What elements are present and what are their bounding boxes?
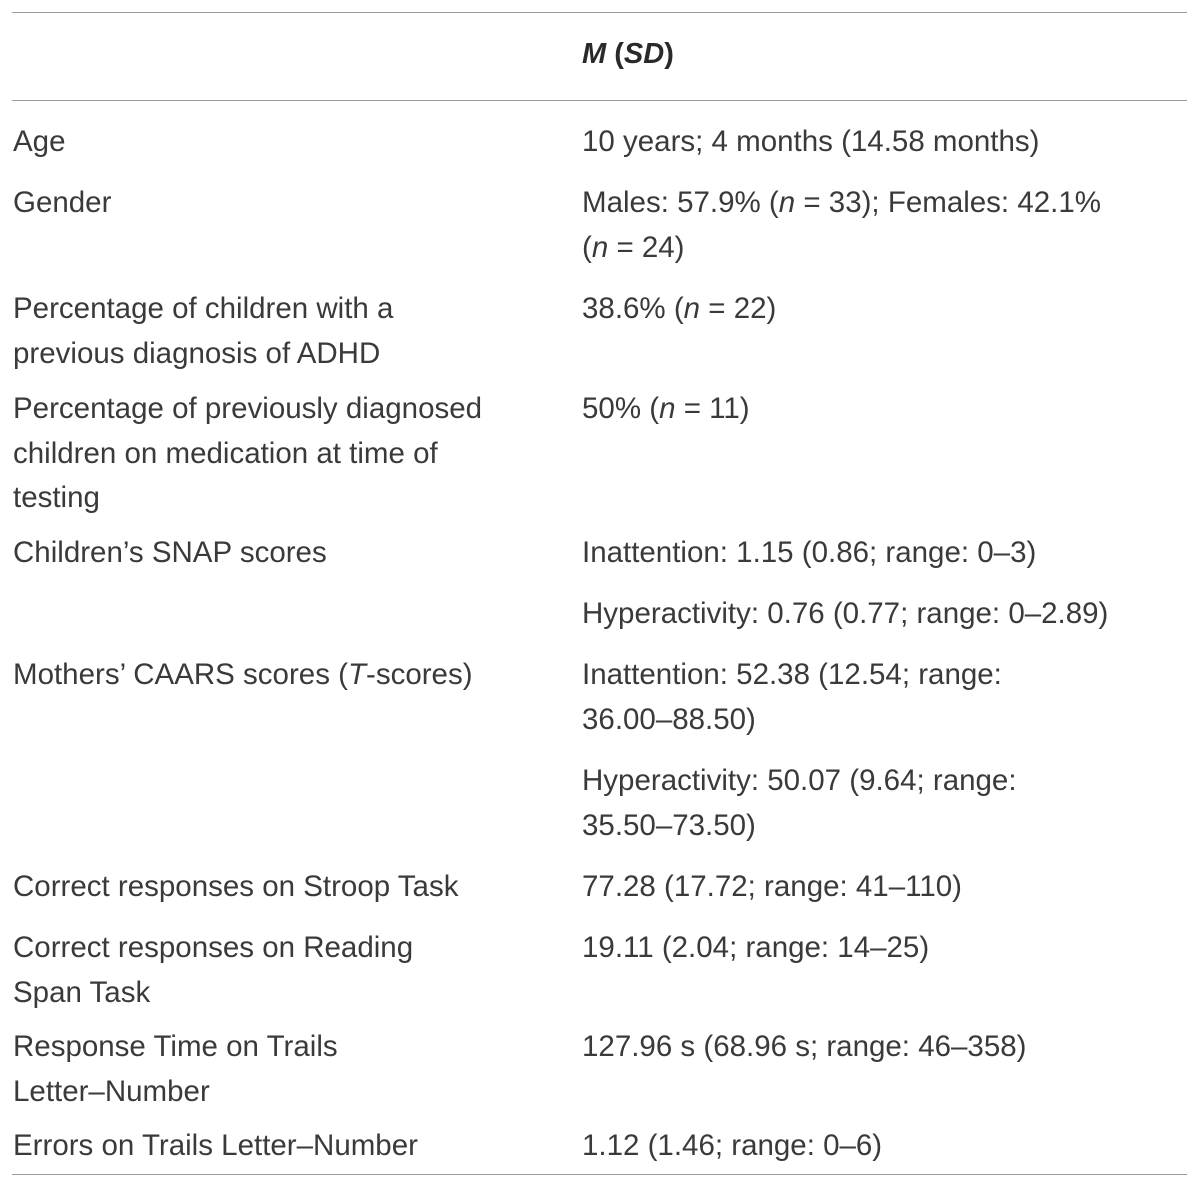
header-open-paren: (: [606, 38, 624, 70]
row-value-stroop: 77.28 (17.72; range: 41–110): [582, 870, 962, 903]
row-label-trails-rt-line2: Letter–Number: [13, 1075, 210, 1108]
row-value-trails-rt: 127.96 s (68.96 s; range: 46–358): [582, 1030, 1027, 1063]
table-header-rule: [12, 100, 1187, 101]
header-sd: SD: [623, 38, 665, 70]
row-value-caars-inattention-line2: 36.00–88.50): [582, 703, 756, 736]
row-label-previous-diagnosis-line2: previous diagnosis of ADHD: [13, 337, 381, 370]
row-value-snap-inattention: Inattention: 1.15 (0.86; range: 0–3): [582, 536, 1037, 569]
row-value-snap-hyperactivity: Hyperactivity: 0.76 (0.77; range: 0–2.89): [582, 597, 1109, 630]
row-value-reading-span: 19.11 (2.04; range: 14–25): [582, 931, 930, 964]
row-value-age: 10 years; 4 months (14.58 months): [582, 125, 1040, 158]
row-value-medication: 50% (n = 11): [582, 392, 750, 425]
row-label-gender: Gender: [13, 186, 112, 219]
table-top-rule: [12, 12, 1187, 13]
row-label-stroop: Correct responses on Stroop Task: [13, 870, 459, 903]
row-label-snap: Children’s SNAP scores: [13, 536, 327, 569]
row-label-medication-line3: testing: [13, 481, 100, 514]
row-label-previous-diagnosis-line1: Percentage of children with a: [13, 292, 394, 325]
column-header-m-sd: [582, 36, 674, 72]
row-label-medication-line2: children on medication at time of: [13, 437, 438, 470]
row-label-trails-rt-line1: Response Time on Trails: [13, 1030, 338, 1063]
row-value-gender-line1: Males: 57.9% (n = 33); Females: 42.1%: [582, 186, 1101, 219]
row-label-age: Age: [13, 125, 66, 158]
row-value-trails-errors: 1.12 (1.46; range: 0–6): [582, 1129, 883, 1162]
row-value-gender-line2: (n = 24): [582, 231, 685, 264]
row-label-caars: Mothers’ CAARS scores (T-scores): [13, 658, 473, 691]
row-value-caars-hyperactivity-line1: Hyperactivity: 50.07 (9.64; range:: [582, 764, 1017, 797]
table-bottom-rule: [12, 1174, 1187, 1175]
row-label-reading-span-line2: Span Task: [13, 976, 151, 1009]
header-m: M: [582, 38, 607, 70]
row-label-trails-errors: Errors on Trails Letter–Number: [13, 1129, 418, 1162]
row-value-caars-inattention-line1: Inattention: 52.38 (12.54; range:: [582, 658, 1002, 691]
row-label-medication-line1: Percentage of previously diagnosed: [13, 392, 483, 425]
header-close-paren: ): [664, 38, 674, 70]
row-label-reading-span-line1: Correct responses on Reading: [13, 931, 414, 964]
row-value-previous-diagnosis: 38.6% (n = 22): [582, 292, 777, 325]
row-value-caars-hyperactivity-line2: 35.50–73.50): [582, 809, 756, 842]
